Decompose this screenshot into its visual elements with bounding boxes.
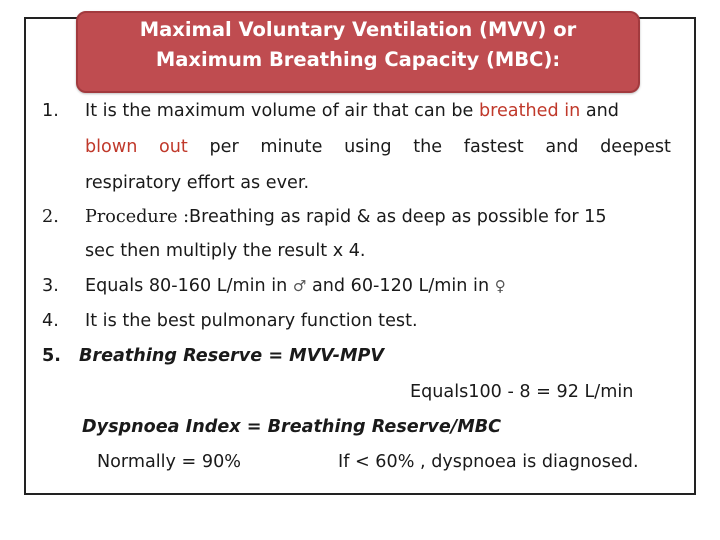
- item-2-text: Breathing as rapid & as deep as possible for 15: [189, 207, 607, 227]
- diagnosis-rule: If < 60% , dyspnoea is diagnosed.: [338, 452, 639, 472]
- dyspnoea-index-formula: Dyspnoea Index = Breathing Reserve/MBC: [82, 417, 502, 437]
- title-banner: [76, 11, 640, 93]
- procedure-label: Procedure :: [85, 207, 190, 227]
- item-1-word: per: [209, 137, 239, 157]
- item-1-line-2: [85, 129, 671, 165]
- title-line-2: Maximum Breathing Capacity (MBC):: [155, 48, 561, 71]
- item-1-line-3: respiratory effort as ever.: [85, 173, 310, 193]
- breathing-reserve-calc: Equals100 - 8 = 92 L/min: [410, 382, 634, 402]
- item-2-line-2: sec then multiply the result x 4.: [85, 241, 366, 261]
- item-3-text-a: Equals 80-160 L/min in: [85, 276, 293, 296]
- item-1-word: deepest: [600, 137, 671, 157]
- item-1-word: minute: [260, 137, 323, 157]
- item-1-word: blown: [85, 137, 138, 157]
- female-symbol-icon: ♀: [494, 277, 506, 295]
- item-1-word: fastest: [463, 137, 524, 157]
- item-3-text-b: and 60-120 L/min in: [306, 276, 495, 296]
- item-1-word: and: [545, 137, 579, 157]
- item-number: 3.: [42, 276, 59, 296]
- item-number: 1.: [42, 101, 59, 121]
- item-number: 2.: [42, 207, 59, 227]
- item-1-text-a: It is the maximum volume of air that can be: [85, 101, 479, 121]
- item-number: 4.: [42, 311, 59, 331]
- item-1-word: the: [413, 137, 443, 157]
- item-2-line-1: [85, 199, 607, 235]
- item-1-text-b: and: [580, 101, 619, 121]
- item-1-word: using: [344, 137, 392, 157]
- item-number: 5.: [42, 346, 61, 366]
- item-4-text: It is the best pulmonary function test.: [85, 311, 418, 331]
- male-symbol-icon: ♂: [292, 277, 307, 295]
- title-line-1: Maximal Voluntary Ventilation (MVV) or: [139, 18, 577, 41]
- item-1-line-1: [85, 93, 619, 129]
- breathing-reserve-formula: Breathing Reserve = MVV-MPV: [79, 346, 384, 366]
- item-1-highlight: breathed in: [478, 101, 581, 121]
- normal-value: Normally = 90%: [97, 452, 241, 472]
- item-1-word: out: [159, 137, 188, 157]
- item-3-line: [85, 268, 506, 304]
